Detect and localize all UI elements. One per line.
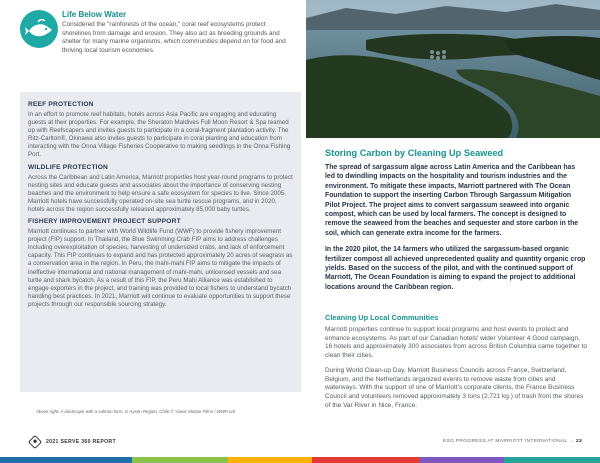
page-number: 23	[575, 439, 582, 444]
photo-caption: Above right: A landscape with a salmon farm, in Aysén Region, Chile © Yawar Motion Films / WWF-US	[36, 409, 236, 414]
color-stripe	[0, 457, 600, 463]
reef-protection-title: REEF PROTECTION	[28, 101, 94, 108]
fish-icon	[20, 10, 58, 48]
cleaning-communities-section	[325, 313, 587, 410]
stripe-segment	[228, 457, 312, 463]
life-below-water-callout	[20, 8, 290, 92]
stripe-segment	[312, 457, 420, 463]
left-info-panel	[20, 92, 301, 392]
stripe-segment	[504, 457, 600, 463]
report-name: 2021 SERVE 360 REPORT	[46, 439, 116, 445]
fishery-support-title: FISHERY IMPROVEMENT PROJECT SUPPORT	[28, 218, 181, 226]
storing-carbon-heading: Storing Carbon by Cleaning Up Seaweed	[325, 148, 504, 158]
section-name: ESG PROGRESS AT MARRIOTT INTERNATIONAL	[442, 439, 568, 444]
cleaning-communities-para-2: During World Clean-up Day, Marriott Business Councils across France, Switzerland, Belgium, and the Netherlands organized events to remove waste from cities and waterways. With the support of one of Marriott's corporate clients, the France Business Council and volunteers removed approximately 3 tons (2,721 kg.) of trash from the shores of the Var River in Nice, France.	[325, 366, 584, 409]
wildlife-protection-body: Across the Caribbean and Latin America, Marriott properties host year-round programs to protect nesting sites and educate guests and associates about the importance of conserving nesting beaches and the environment to help ensure a safe ecosystem for species to live. Since 2005, Marriott hotels have successfully operated on-site sea turtle rescue programs, and in 2020, hotels across the region successfully released approximately 85,000 baby turtles.	[28, 173, 293, 213]
stripe-segment	[132, 457, 228, 463]
fishery-support-body: Marriott continues to partner with World Wildlife Fund (WWF) to provide fishery improvement project (FIP) support. In Thailand, the Blue Swimming Crab FIP aims to address challenges including overexploitation of species, harvesting of undersized crabs, and lack of enforcement capacity. This FIP continues to expand and has protected approximately 20 acres of seagrass as a conservation area in the region. In Peru, the mahi-mahi FIP aims to mitigate the impacts of ineffective international and national management of mahi-mahi, unlicensed vessels and sea turtle and shark bycatch. As a result of this FIP, the Peru Mahi Alliance was established to engage exporters in the project, and training was provided to local fishers to understand bycatch handling best practices. In 2021, Marriott will continue to evaluate opportunities to support these projects through our responsible sourcing strategy.	[28, 228, 293, 308]
stripe-segment	[420, 457, 504, 463]
reef-protection-body: In an effort to promote reef habitats, hotels across Asia Pacific are engaging and educating guests at their properties. For example, the Sheraton Maldives Full Moon Resort & Spa teamed up with Reefscapers and invites guests to participate in a coral-fragment plantation activity. The Ritz-Carlton®, Okinawa also invites guests to participate in coral planting and education from interacting with the Onna Village Fisheries Cooperative to making seedlings in the Onna Fishing Port.	[28, 111, 291, 159]
footer-left	[30, 437, 116, 447]
salmon-farm-landscape-photo	[306, 0, 600, 138]
cleaning-communities-heading: Cleaning Up Local Communities	[325, 313, 439, 322]
callout-body: Considered the "rainforests of the ocean," coral reef ecosystems protect shorelines from damage and erosion. They also act as breeding grounds and shelter for many marine organisms, which communities depend on for food and thriving local tourism economies.	[62, 21, 286, 54]
wildlife-protection-title: WILDLIFE PROTECTION	[28, 163, 108, 171]
stripe-segment	[0, 457, 132, 463]
cleaning-communities-para-1: Marriott properties continue to support local programs and host events to protect and enhance ecosystems. As part of our Canadian hotels' wider Volunteer 4 Good campaign, 16 hotels and approximately 300 associates from across British Columbia came together to clean their cities.	[325, 326, 587, 360]
serve360-logo-icon	[28, 435, 42, 449]
storing-carbon-para-2: In the 2020 pilot, the 14 farmers who utilized the sargassum-based organic fertilizer compost all achieved unprecedented quality and quantity organic crop yields. Based on the success of the pilot, and with the continued support of Marriott, The Ocean Foundation is aiming to expand the project to additional locations around the Caribbean region.	[325, 246, 586, 291]
footer-right	[443, 439, 582, 444]
storing-carbon-section	[325, 148, 587, 292]
callout-title: Life Below Water	[62, 10, 127, 19]
arrow-icon: →	[569, 439, 575, 444]
storing-carbon-para-1: The spread of sargassum algae across Latin America and the Caribbean has led to dwindling impacts on the hospitality and tourism industries and the environment. To mitigate these impacts, Marriott partnered with The Ocean Foundation to support the inserting Carbon Through Sargassum Mitigation Pilot Project. The project aims to convert sargassum seaweed into organic compost, which can be used by local farmers. The concept is designed to remove the seaweed from the beaches and sequester and store carbon in the soil, which can generate extra income for the farmers.	[325, 164, 579, 237]
